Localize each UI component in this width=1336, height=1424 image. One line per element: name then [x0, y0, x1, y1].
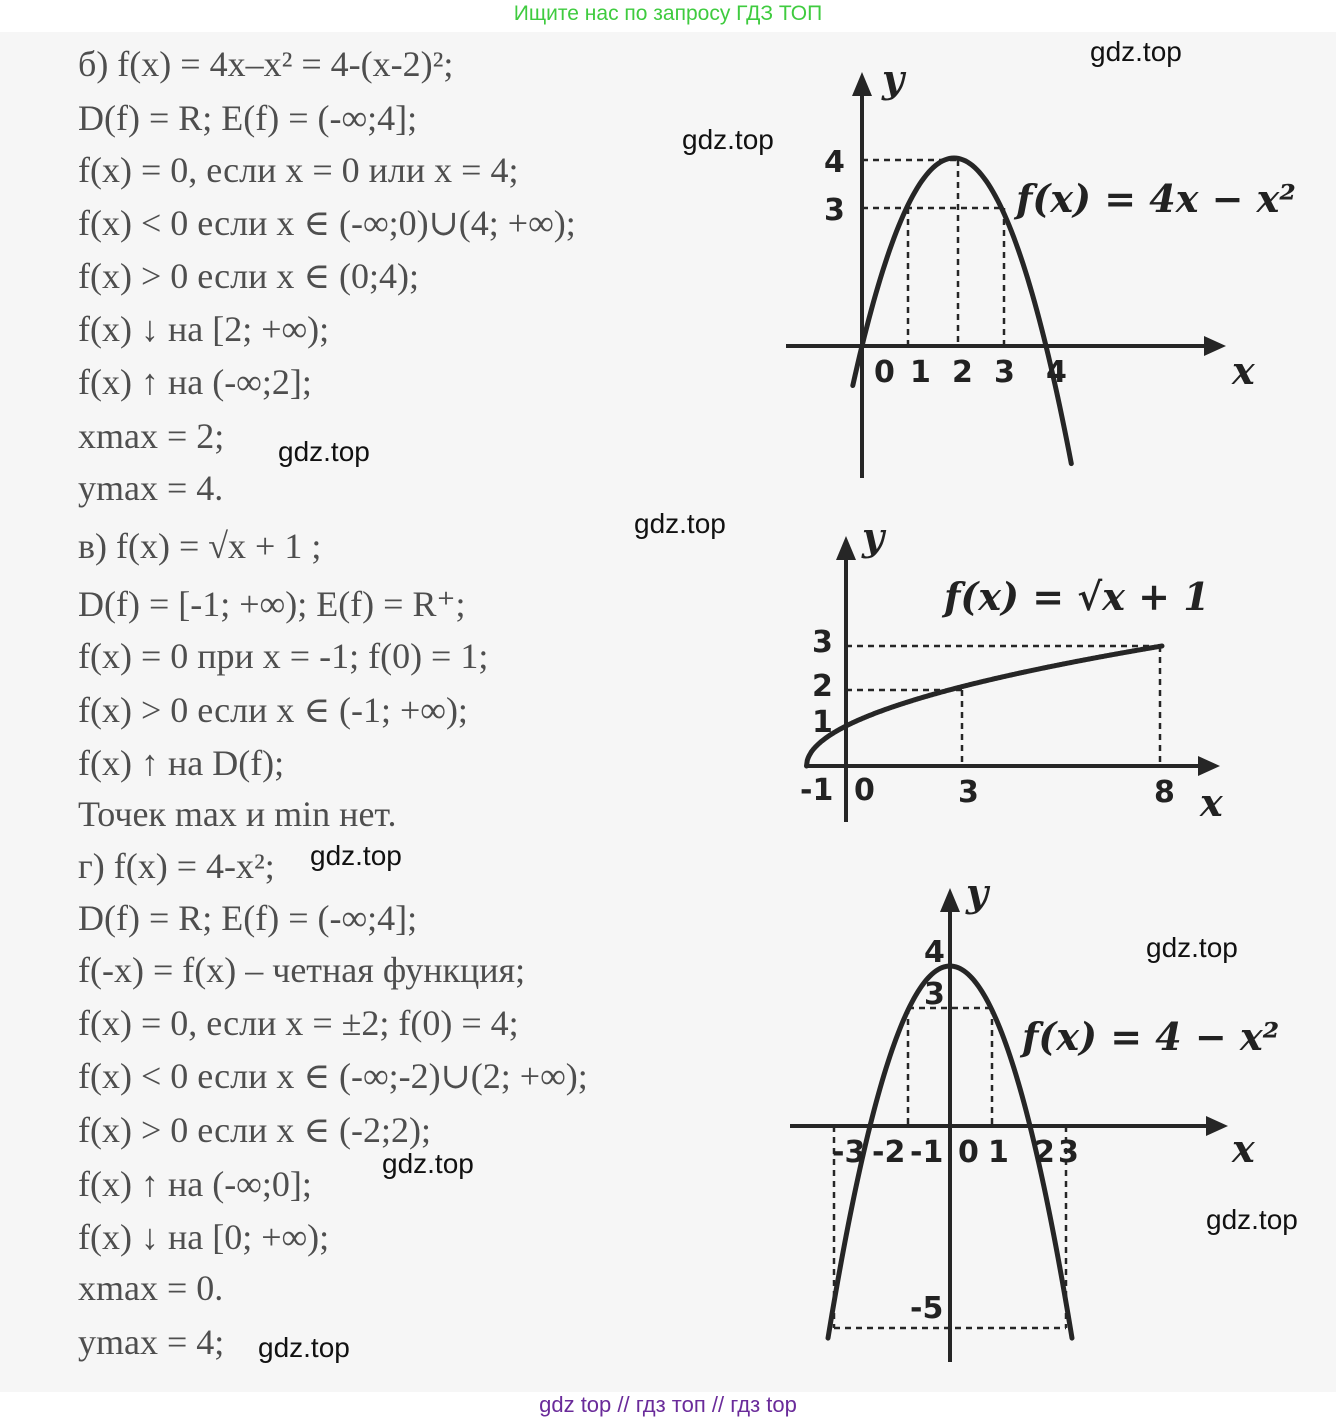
y-tick-label: 3: [824, 193, 845, 228]
x-tick-label: 1: [988, 1135, 1009, 1170]
watermark: gdz.top: [1206, 1204, 1298, 1235]
watermark: gdz.top: [310, 840, 402, 871]
watermark: gdz.top: [1090, 36, 1182, 67]
text-line: D(f) = [-1; +∞); E(f) = R⁺;: [78, 584, 466, 624]
x-tick-label: -2: [872, 1135, 906, 1170]
x-tick-label: 8: [1154, 775, 1175, 810]
y-tick-label: 4: [824, 145, 845, 180]
y-tick-label: 4: [924, 935, 945, 970]
y-tick-label: 1: [812, 705, 833, 740]
y-axis-label: y: [882, 56, 905, 101]
x-tick-label: 1: [910, 355, 931, 390]
x-tick-label: 0: [874, 355, 895, 390]
x-tick-label: -1: [910, 1135, 944, 1170]
function-label: f(x) = √x + 1: [944, 574, 1210, 619]
text-line: f(x) = 0, если x = ±2; f(0) = 4;: [78, 1003, 519, 1043]
x-axis-label: x: [1200, 780, 1223, 825]
text-line: f(x) = 0, если x = 0 или x = 4;: [78, 150, 519, 190]
y-axis-arrow: [940, 888, 960, 912]
y-tick-label: 3: [812, 625, 833, 660]
text-line: f(x) > 0 если x ∈ (-2;2);: [78, 1110, 431, 1150]
text-line: f(x) ↑ на (-∞;2];: [78, 362, 312, 402]
watermark: gdz.top: [634, 508, 726, 539]
x-tick-label: 4: [1046, 355, 1067, 390]
watermark: gdz.top: [382, 1148, 474, 1179]
function-label: f(x) = 4 − x²: [1022, 1014, 1280, 1059]
text-line: f(x) ↓ на [0; +∞);: [78, 1217, 330, 1257]
x-tick-label: 2: [952, 355, 973, 390]
text-line: ymax = 4;: [78, 1322, 225, 1362]
text-line: в) f(x) = √x + 1 ;: [78, 526, 322, 566]
y-axis-label: y: [862, 514, 885, 559]
text-line: б) f(x) = 4x–x² = 4-(x-2)²;: [78, 44, 454, 84]
bottom-banner[interactable]: gdz top // гдз топ // гдз top: [539, 1392, 797, 1417]
watermark: gdz.top: [278, 436, 370, 467]
text-line: f(x) = 0 при x = -1; f(0) = 1;: [78, 636, 489, 676]
top-banner[interactable]: Ищите нас по запросу ГДЗ ТОП: [513, 2, 823, 25]
x-tick-label: 3: [994, 355, 1015, 390]
text-line: xmax = 0.: [78, 1268, 224, 1308]
x-tick-label: 0: [854, 773, 875, 808]
text-line: f(x) < 0 если x ∈ (-∞;-2)∪(2; +∞);: [78, 1056, 588, 1096]
text-line: f(x) > 0 если x ∈ (-1; +∞);: [78, 690, 468, 730]
watermark: gdz.top: [258, 1332, 350, 1363]
x-axis-arrow: [1206, 1116, 1228, 1136]
text-line: f(x) ↓ на [2; +∞);: [78, 309, 330, 349]
text-line: xmax = 2;: [78, 416, 225, 456]
text-line: г) f(x) = 4-x²;: [78, 846, 275, 886]
x-tick-label: 3: [1058, 1135, 1079, 1170]
function-label: f(x) = 4x − x²: [1016, 176, 1296, 221]
text-line: D(f) = R; E(f) = (-∞;4];: [78, 898, 418, 938]
text-line: f(x) ↑ на (-∞;0];: [78, 1164, 312, 1204]
y-tick-label: -5: [910, 1291, 944, 1326]
text-line: f(-x) = f(x) – четная функция;: [78, 950, 526, 990]
x-tick-label: -1: [800, 773, 834, 808]
x-tick-label: 2: [1034, 1135, 1055, 1170]
text-line: f(x) > 0 если x ∈ (0;4);: [78, 256, 419, 296]
watermark: gdz.top: [682, 124, 774, 155]
text-line: f(x) ↑ на D(f);: [78, 743, 285, 783]
x-tick-label: 3: [958, 775, 979, 810]
text-line: ymax = 4.: [78, 468, 224, 508]
x-axis-label: x: [1232, 1126, 1255, 1171]
text-line: f(x) < 0 если x ∈ (-∞;0)∪(4; +∞);: [78, 203, 576, 243]
text-line: Точек max и min нет.: [78, 794, 397, 834]
y-tick-label: 2: [812, 669, 833, 704]
x-axis-label: x: [1232, 348, 1255, 393]
watermark: gdz.top: [1146, 932, 1238, 963]
x-tick-label: 0: [958, 1135, 979, 1170]
y-axis-label: y: [966, 870, 989, 915]
x-tick-label: -3: [832, 1135, 866, 1170]
text-line: D(f) = R; E(f) = (-∞;4];: [78, 98, 418, 138]
y-tick-label: 3: [924, 977, 945, 1012]
